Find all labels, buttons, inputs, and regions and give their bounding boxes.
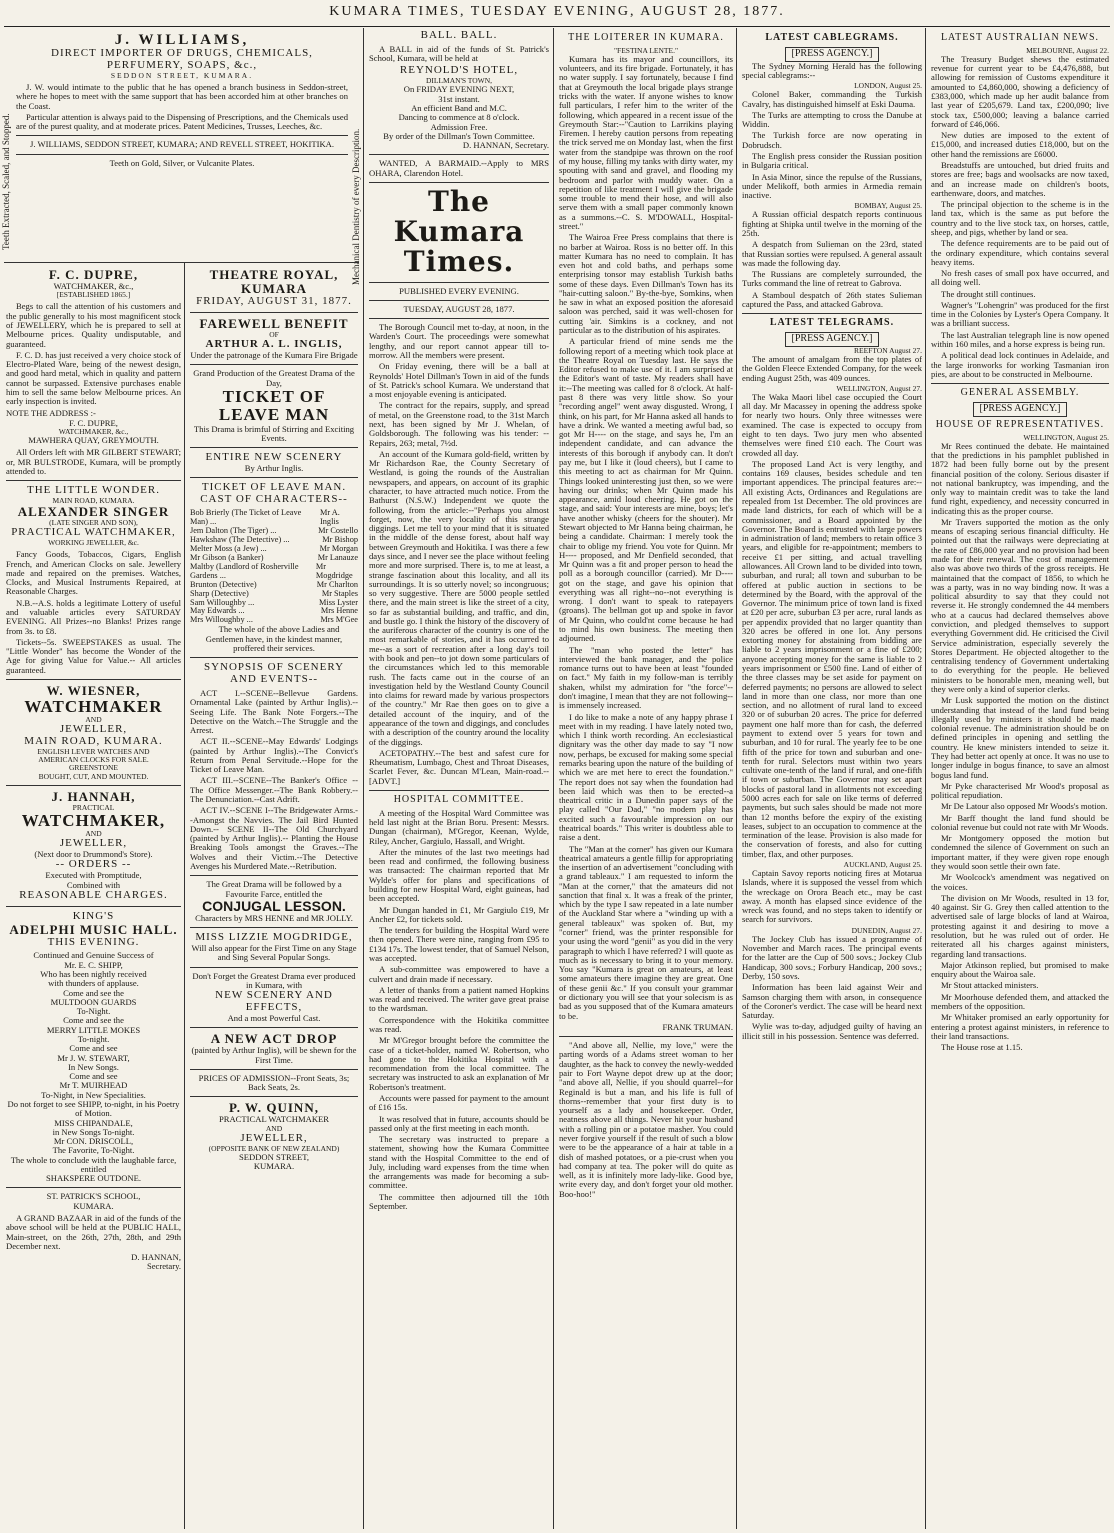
column-6 <box>931 30 1109 1527</box>
assembly-paragraph: Mr Travers supported the motion as the only means of escaping serious financial difficulty. He pointed out that the railways were depreciating at the rate of £86,000 year and no provision had been made for their renewal. The cost of management also was above two thirds of the gross receipts. He maintained that the compact of 1856, to which he was a party, was in no way binding now. It was a political absurdity to say that they could not reverse it. He strongly condemned the 44 members who at a caucus had declared themselves above conviction, and pledged themselves to support everything Government did. He criticised the Civil Service administration, especially severely the Stores Department. He objected altogether to the centralising tendency of Government undertaking to do everything for the people. He believed ministers to be honorable men, meaning well, but they were only a kind of superior clerks. <box>931 516 1109 694</box>
telegram-paragraph: Wylie was to-day, adjudged guilty of having an illicit still in his possession. Sentence was deferred. <box>742 1021 922 1041</box>
hospital-paragraph: The committee then adjourned till the 10th September. <box>369 1191 549 1212</box>
loiterer-sub: "FESTINA LENTE." <box>613 45 679 55</box>
hotel-name: REYNOLD'S HOTEL, <box>399 64 519 77</box>
aus-paragraph: The Treasury Budget shews the estimated revenue for current year to be £4,476,888, but allowing for remission of Customs expenditure it amounted to £4,860,000, showing a deficiency of £383,000, which made up her audit balance from last year of £205,679. Land tax, £200,090; live stock tax, £500,000; leaving a balance carried forward of £46,066. <box>931 53 1109 129</box>
adelphi-line: MULTDOON GUARDS <box>50 996 137 1007</box>
news-paragraph: The Borough Council met to-day, at noon, in the Warden's Court. The proceedings were somewhat lengthy, and our report cannot appear till to-morrow. All the members were present. <box>369 322 549 361</box>
press-agency: [PRESS AGENCY.] <box>785 332 880 347</box>
quinn-line: PRACTICAL WATCHMAKER <box>218 1114 330 1125</box>
cable-paragraph: The Russians are completely surrounded, the Turks command the line of retreat to Gabrova. <box>742 269 922 289</box>
quinn-line: JEWELLER, <box>240 1131 308 1144</box>
aus-paragraph: The principal objection to the scheme is in the land tax, which is the same as put before the country and to the live stock tax, on horses, cattle, sheep, and pigs, whether by land or sea. <box>931 199 1109 237</box>
wiesner-text: BOUGHT, CUT, AND MOUNTED. <box>38 771 149 781</box>
assembly-paragraph: Mr Rees continued the debate. He maintained that the predictions in his pamphlet published in 1872 had been fully borne out by the present financial position of the colony. Serious disaster if not national bankruptcy, was impending, and the only way to maintain credit was to take the land fund right, expediency, and necessity concurred in indicating this as the proper course. <box>931 440 1109 516</box>
hannah-name: J. HANNAH, <box>51 788 136 804</box>
drop-text: (painted by Arthur Inglis), will be shewn for the First Time. <box>191 1045 357 1065</box>
telegram-paragraph: The Waka Maori libel case occupied the Court all day. Mr Macassey in opening the address spoke for nearly two hours. Only three witnesses were examined. The case is expected to occupy from eight to ten days. Two jury men who absented themselves were fined £10 each. The Court was crowded all day. <box>742 391 922 458</box>
hospital-paragraph: A sub-committee was empowered to have a culvert and drain made if necessary. <box>369 964 549 984</box>
cable-heading: LATEST CABLEGRAMS. <box>765 32 899 43</box>
cast-actor: Mrs Henne <box>320 606 358 616</box>
wiesner-line: JEWELLER, <box>59 723 128 736</box>
news-paragraph: An account of the Kumara gold-field, written by Mr Richardson Rae, the County Secretary of Westland, is going the rounds of the Australian newspapers, and appears, on account of its graphic character, to have attracted much notice. From the Bathurst (N.S.W.) Independent we quote the following, from the article:--"Perhaps you almost forget, now, the very locality of this strange diggings. Let me tell to your mind that it is situated in the middle of the dense forest, about half way between Greymouth and Hokitika. I was there a few days since, and I never see the place without feeling more and more surprised. There is, to me at least, a strange fascination about this locality, and all its surroundings. It is so utterly novel; so incongruous; so very suggestive. There are 5000 people settled there, and the main street is like the street of a city, so far as substantial building, and traffic, and din, and bustle go. I think the history of the discovery of the auriferous character of the country is one of the most remarkable of stories, and it has occurred to me--as a sort of recreation after a long day's toil with book and pen--to jot down some particulars of the circumstances which led to this memorable rush. The facts came out in the course of an investigation held by the Westland County Council into claims for reward made by various prospectors of the country." Mr Rae then goes on to give a detailed account of the inquiry, and of the appearance of the town and diggings, and concludes with a description of the country around the locality of the diggings. <box>369 448 549 747</box>
hospital-paragraph: A letter of thanks from a patient named Hopkins was read and received. The writer gave great praise to the wardsman. <box>369 984 549 1014</box>
cable-paragraph: The Turkish force are now operating in Dobrudsch. <box>742 130 922 150</box>
ticket-small: TICKET OF LEAVE MAN. <box>201 481 347 494</box>
adelphi-line: Who has been nightly received <box>40 969 147 979</box>
telegram-paragraph: The proposed Land Act is very lengthy, and contains 169 clauses, besides schedule and ten important appendices. The principal features are:--All existing Acts, Ordinances and Regulations are repealed from 1st December. The old provinces are made land districts, for each of which will be a commissioner, and a Board appointed by the Governor. The Board is entrusted with large powers in administration of land; members to retain office 3 years, and eligible for re-appointment; members to receive £1 per sitting, and actual travelling allowances. All Crown land to be divided into town, suburban, and rural; all town and suburban to be offered at public auction in sections to be determined by the Board, with the approval of the Governor. The minimum price of town land is fixed at £20 per acre, suburban £3 per acre, rural lands as per appendix provided that no larger quantity than 320 acres be offered in one lot. Any persons extorting money for abstaining from bidding are liable to 2 years imprisonment or a fine of £200; anyone accepting money for the same is liable to 2 years imprisonment or £500 fine. Land of either of the three classes may be set aside for payment on deferred payments; no persons are allowed to select land in more than one class, nor more than one section, and no allotment of rural land to exceed 320 or of suburban 20 acres. The price for deferred payment one half more than for cash, the deferred payment to extend over 5 years for town and suburban, and 10 for rural. The yearly fee to be one fifth of the price for town and suburban and one-tenth for rural. Selectors must within two years cultivate one-tenth of the land if rural, and one-fifth if town or suburban. The Governor may set apart blocks of pastoral land in allotments not exceeding 5000 acres each for sale on like terms of deferred payments, but such sales should be made not more than 12 months before the expiry of the existing leases, subject to an occupation to commence at the termination of the lease. Provision is also made for the conservation of forests, and also for cutting timber, flax, and other purposes. <box>742 458 922 859</box>
assembly-paragraph: Mr De Latour also opposed Mr Woods's motion. <box>941 801 1108 812</box>
loiterer-paragraph: Kumara has its mayor and councillors, its volunteers, and its fire brigade. Fortunately, it has no water supply. I say fortunately, because I find that at Greymouth the local brigade plays strange tricks with the water. If anyone wishes to know full particulars, I refer him to the writer of the following, which appeared in a recent issue of the Greymouth Star:--"Caution to Larrikins playing Firemen. I hereby caution persons from repeating the trick served me on Monday last, when the first water from the standpipe was thrown on the roof of my house, filling my tanks with dirty water, my spouting with sand and gravel, and flooding my bedroom and parlor with muddy water. On a repetition of like treatment I will give the brigade some trouble to mend their hose, and will also serve them with a small paper commonly known as a summons.--C. S. M'DOWALL, Hospital-street." <box>559 53 733 231</box>
ball-line: D. HANNAN, Secretary. <box>462 140 549 151</box>
williams-text: J. W. would intimate to the public that he has opened a branch business in Seddon-street, where he hopes to meet with the same support that has been accorded him at other branches on the Coast. <box>16 82 348 111</box>
cast-role: Sharp (Detective) <box>190 588 249 598</box>
adelphi-line: Mr T. MUIRHEAD <box>59 1080 128 1091</box>
cast-role: May Edwards ... <box>190 606 245 616</box>
cast-role: Maltby (Landlord of Rosherville Gardens ... <box>190 561 299 580</box>
wanted-ad: WANTED, A BARMAID.--Apply to MRS OHARA, Clarendon Hotel. <box>369 158 549 178</box>
conjugal-cast: Characters by MRS HENNE and MR JOLLY. <box>195 912 353 923</box>
dateline: WELLINGTON, August 27. <box>836 383 922 393</box>
dupre-line: WATCHMAKER, &c., <box>53 281 134 292</box>
news-paragraph: On Friday evening, there will be a ball at Reynolds' Hotel Dillman's Town in aid of the funds of St. Patrick's school Kumara. We understand that a most enjoyable evening is anticipated. <box>369 361 549 400</box>
orders-line: -- ORDERS -- <box>55 858 132 871</box>
adelphi-line: Continued and Genuine Success of <box>33 950 154 961</box>
cast-actor: Mr Morgan <box>319 543 358 553</box>
drop-title: A NEW ACT DROP <box>210 1031 338 1047</box>
scenery-title: ENTIRE NEW SCENERY <box>205 451 343 464</box>
wiesner-text: ENGLISH LEVER WATCHES AND <box>37 747 150 757</box>
press-agency: [PRESS AGENCY.] <box>973 402 1068 417</box>
cable-paragraph: The English press consider the Russian position in Bulgaria critical. <box>742 150 922 171</box>
adelphi-line: MERRY LITTLE MOKES <box>46 1024 141 1035</box>
ticket-title: TICKET OF LEAVE MAN <box>218 386 330 425</box>
synopsis-act: ACT IV.--SCENE I--The Bridgewater Arms.--Amongst the Navvies. The Jail Bird Hunted Down.-- SCENE II--The Old Churchyard (painted by Arthur Inglis).-- Planting the House Breaking Tools amongst the Graves.--The Wolves and their Victim.--The Detective Avenges his Murdered Mate.--Retribution. <box>190 805 358 872</box>
cast-row <box>190 509 358 527</box>
dateline: REEFTON August 27. <box>854 345 922 355</box>
hospital-paragraph: Correspondence with the Hokitika committee was read. <box>369 1014 549 1034</box>
newspaper-title: The Kumara Times. <box>393 184 525 279</box>
cast-role: Brunton (Detective) <box>190 579 257 589</box>
ball-line: Admission Free. <box>430 121 488 132</box>
farewell-title: FAREWELL BENEFIT <box>199 315 349 331</box>
hotel-line: DILLMAN'S TOWN, <box>425 76 493 86</box>
dateline: AUCKLAND, August 25. <box>843 859 922 869</box>
loiterer-sign: FRANK TRUMAN. <box>662 1021 733 1032</box>
telegram-paragraph: Information has been laid against Weir and Samson charging them with arson, in consequence of the Coroner's verdict. The case will be heard next Saturday. <box>742 982 922 1021</box>
stpat-title: ST. PATRICK'S SCHOOL, <box>46 1191 141 1202</box>
cast-actor: Mr Lanauze <box>317 552 358 562</box>
issue-date: TUESDAY, AUGUST 28, 1877. <box>403 303 515 314</box>
synopsis-act: ACT III.--SCENE--The Banker's Office --The Office Messenger.--The Bank Robbery.--The Denunciation.--Cast Adrift. <box>190 775 358 805</box>
column-divider <box>925 28 926 1529</box>
adelphi-line: Do not forget to see SHIPP, to-night, in his Poetry of Motion. <box>7 1098 180 1119</box>
cast-role: Bob Brierly (The Ticket of Leave Man) ... <box>190 507 302 526</box>
quinn-line: KUMARA. <box>253 1161 295 1172</box>
ball-line: By order of the Dillman's Town Committee. <box>383 130 535 141</box>
synopsis-act: ACT II.--SCENE--May Edwards' Lodgings (painted by Arthur Inglis).--The Convict's Return from Penal Servitude.--Hope for the Ticket of Leave Man. <box>190 736 358 775</box>
wonder-title: THE LITTLE WONDER. <box>27 484 160 497</box>
aus-paragraph: New duties are imposed to the extent of £15,000, and increased duties £18,000, but on the other hand the remissions are £6000. <box>931 130 1109 159</box>
top-rule <box>4 26 1110 27</box>
cast-actor: Mr A. Inglis <box>320 507 340 526</box>
assembly-paragraph: Mr Stout attacked ministers. <box>941 980 1039 991</box>
singer-line: (LATE SINGER AND SON), <box>49 518 138 528</box>
column-divider <box>184 262 185 1529</box>
column-5 <box>742 30 922 1527</box>
press-agency: [PRESS AGENCY.] <box>785 47 880 62</box>
assembly-paragraph: Mr Woolcock's amendment was negatived on the voices. <box>931 872 1109 892</box>
scenery-by: By Arthur Inglis. <box>244 462 304 473</box>
dateline: LONDON, August 25. <box>854 81 922 91</box>
aus-paragraph: The defence requirements are to be paid out of the ordinary expenditure, which contains several heavy items. <box>931 238 1109 267</box>
dateline: BOMBAY, August 25. <box>854 201 922 211</box>
orders-line: Executed with Promptitude, <box>45 870 142 881</box>
dupre-addr: MAWHERA QUAY, GREYMOUTH. <box>28 435 159 446</box>
aus-paragraph: Wagner's "Lohengrin" was produced for the first time in the Colonies by Lyster's Opera Company. It was a brilliant success. <box>931 299 1109 329</box>
cable-paragraph: In Asia Minor, since the repulse of the Russians, under Melikoff, both armies in Armedia remain inactive. <box>742 171 922 201</box>
williams-line: PERFUMERY, SOAPS, &c., <box>106 59 258 72</box>
column-divider <box>363 28 364 1529</box>
grand-production: Grand Production of the Greatest Drama of the Day, <box>193 368 355 388</box>
adelphi-line: KING'S <box>72 909 115 922</box>
cast-role: Melter Moss (a Jew) ... <box>190 543 267 553</box>
orders-line: Combined with <box>66 879 121 890</box>
assembly-paragraph: Mr Montgomery opposed the motion but condemned the silence of Government on such an important matter, if they were given rope enough they would soon settle their own fate. <box>931 833 1109 872</box>
published-line: PUBLISHED EVERY EVENING. <box>399 285 519 296</box>
ball-line: Dancing to commence at 8 o'clock. <box>398 112 520 123</box>
dupre-note: NOTE THE ADDRESS :- <box>6 407 96 418</box>
side-text-right: Mechanical Dentistry of every Description. <box>351 128 361 285</box>
column-2 <box>190 268 358 1527</box>
prices: PRICES OF ADMISSION--Front Seats, 3s; Back Seats, 2s. <box>198 1072 350 1093</box>
hospital-paragraph: The tenders for building the Hospital Ward were then opened. There were nine, ranging from £95 to £134 17s. The lowest tender, that of Samuel Nelson, was accepted. <box>369 925 549 963</box>
synopsis-act: ACT I.--SCENE--Bellevue Gardens. Ornamental Lake (painted by Arthur Inglis).--Seeing Life. The Bank Note Forgers.--The Detective on the Watch.--The Struggle and the Arrest. <box>190 687 358 736</box>
singer-text: N.B.--A.S. holds a legitimate Lottery of useful and valuable articles every SATURDAY EVENING. All Prizes--no Blanks! Prizes range from 3s. to £8. <box>6 597 181 636</box>
loiterer-paragraph: "And above all, Nellie, my love," were the parting words of a Adams street woman to her daughter, as the hack to convey the newly-wedded pair to Fort Wayne depot drew up at the door; "and above all, Nellie, if you should quarrel--for Reginald is but a man, and his life is full of thorns--remember that your first duty is to yourself as a lady and housekeeper. Order, neatness above all things. Never hit your husband with a rolling pin or a potatoe masher. You could never forgive yourself if the result of such a blow were to be the appearance of a hair at table in a dish of mashed potatoes, or a pie-crust when you had company at tea. The poker will do quite as well, as it is infinitely more lady-like. Good bye, write every day, and don't forget your old mother. Boo-hoo!" <box>559 1040 733 1199</box>
cast-actor: Mr Costello <box>318 525 358 535</box>
loiterer-heading: THE LOITERER IN KUMARA. <box>568 32 724 43</box>
column-1 <box>6 268 181 1527</box>
cast-title: CAST OF CHARACTERS-- <box>200 493 348 506</box>
cast-list <box>190 509 358 625</box>
adelphi-line: THIS EVENING. <box>47 935 140 948</box>
quinn-line: AND <box>265 1123 283 1133</box>
singer-text: Tickets--5s. SWEEPSTAKES as usual. The "Little Wonder" has become the Wonder of the Age for giving Value for Value.-- All articles guaranteed. <box>6 636 181 675</box>
aus-paragraph: Breadstuffs are untouched, but dried fruits and stores are free; bags and woolsacks are now taxed, and an increase made on children's boots, earthenware, doors, and matches. <box>931 159 1109 198</box>
adelphi-line: in New Songs To-night. <box>52 1126 135 1137</box>
assembly-paragraph: The division on Mr Woods, resulted in 13 for, 40 against. Sir G. Grey then called attention to the advertised sale of large blocks of land at Wairoa, protesting against it and desiring to move a resolution, but he was ruled out of order. He reiterated all his charges against ministers, regarding land transactions. <box>931 892 1109 959</box>
dateline: WELLINGTON, August 25. <box>1023 432 1109 442</box>
hannah-line: (Next door to Drummond's Store). <box>34 849 153 860</box>
cast-actor: Mr Bishop <box>322 534 358 544</box>
farewell-line: OF <box>269 329 279 339</box>
ball-line: An efficient Band and M.C. <box>411 102 507 113</box>
loiterer-paragraph: The "Man at the corner" has given our Kumara theatrical amateurs a gentle fillip for appropriating the insertion of an advertisement "concluding with a grand tableaux." I am requested to inform the "Man at the corner," that the amateurs did not sanction that final x. It was a freak of the printer, which by the type I saw repeated in a late number of the Auckland Star where a "winding up with a general tableaux" was spoken of. But, my "corner" friend, was the printer responsible for your using the word "genii" as you did in the very paragraph to which I have referred? I will quote as much as is necessary to bring it to your memory. You say "Kumara is great on amateurs, at least some amateurs there imagine they are great. One of these genii &c." If you consult your grammar or dictionary you will see that your solecism is as bad as you supposed that of the Kumara amateurs to be. <box>559 843 733 1021</box>
column-3 <box>369 30 549 1527</box>
adelphi-line: SHAKSPERE OUTDONE. <box>45 1173 141 1184</box>
williams-ad <box>16 32 348 258</box>
adelphi-line: To-Night, in New Specialities. <box>41 1089 146 1100</box>
williams-teeth: Teeth on Gold, Silver, or Vulcanite Plates. <box>109 157 255 168</box>
aus-paragraph: A political dead lock continues in Adelaide, and the large ironworks for working Tasmanian iron pies, are about to be constructed in Melbourne. <box>931 350 1109 379</box>
dateline: MELBOURNE, August 22. <box>1026 45 1109 55</box>
adelphi-line: Mr. E. C. SHIPP, <box>64 959 123 970</box>
hospital-paragraph: Mr M'Gregor brought before the committee the case of a ticket-holder, named W. Robertson, who had gone to the Hokitika Hospital with a recommendation from the local committee. The secretary was instructed to ask an explanation of Mr Robertson's treatment. <box>369 1035 549 1092</box>
assembly-paragraph: Mr Moorhouse defended them, and attacked the members of the opposition. <box>931 991 1109 1011</box>
quinn-line: (OPPOSITE BANK OF NEW ZEALAND) <box>208 1143 340 1153</box>
singer-text: Fancy Goods, Tobaccos, Cigars, English French, and American Clocks on sale. Jewellery made and repaired on the premises. Watches, Clocks, and Musical Instruments Repaired, at Reasonable Charges. <box>6 549 181 597</box>
cast-actor: Mr Charlton <box>316 579 358 589</box>
wiesner-line: WATCHMAKER <box>24 697 163 717</box>
aus-paragraph: No fresh cases of small pox have occurred, and all doing well. <box>931 268 1109 288</box>
dupre-text: F. C. D. has just received a very choice stock of Electro-Plated Ware, being of the newest design, and good hard metal, which in quality and pattern cannot be surpassed. Extensive purchases enable him to sell the same below Melbourne prices. An early inspection is invited. <box>6 349 181 407</box>
dupre-line: [ESTABLISHED 1865.] <box>56 290 131 300</box>
williams-line: SEDDON STREET, KUMARA. <box>110 70 254 80</box>
adelphi-line: MISS CHIPANDALE, <box>54 1117 133 1128</box>
news-paragraph: The contract for the repairs, supply, and spread of metal, on the Greenstone road, to the 31st March next, has been signed by Mr J. Whelan, of Goldsborough. The following was his tender: --Repairs, 263; metal, 7½d. <box>369 400 549 448</box>
cast-row <box>190 563 358 581</box>
stpat-text: A GRAND BAZAAR in aid of the funds of the above school will be held at the PUBLIC HALL, Main-street, on the 26th, 27th, 28th, and 29th December next. <box>6 1213 181 1251</box>
dupre-addr: WATCHMAKER, &c., <box>58 427 129 437</box>
assembly-paragraph: Mr Lusk supported the motion on the distinct understanding that instead of the land fund being illegally used by ministers it should be made colonial revenue. The administration should be on defined principles in opening and settling the country. He knew ministers intended to seize it. They had better act openly at once. It was no use to longer indulge in bogus finance, to save an almost bogus land fund. <box>931 695 1109 780</box>
ball-title: BALL. BALL. <box>420 30 498 41</box>
telegram-heading: LATEST TELEGRAMS. <box>769 317 895 329</box>
wonder-sub: MAIN ROAD, KUMARA. <box>52 496 135 506</box>
side-text-left: Teeth Extracted, Scaled, and Stopped. <box>1 113 11 250</box>
adelphi-line: To-night. <box>77 1033 110 1044</box>
column-4 <box>559 30 733 1527</box>
adelphi-line: The whole to conclude with the laughable farce, entitled <box>10 1154 177 1174</box>
hospital-paragraph: It was resolved that in future, accounts should be passed only at the first meeting in each month. <box>369 1113 549 1133</box>
cable-paragraph: The Turks are attempting to cross the Danube at Widdin. <box>742 109 922 130</box>
conjugal-title: CONJUGAL LESSON. <box>202 897 346 914</box>
wiesner-name: W. WIESNER, <box>46 683 141 698</box>
cast-role: Jem Dalton (The Tiger) ... <box>190 525 277 535</box>
dateline: DUNEDIN, August 27. <box>851 925 922 935</box>
williams-line: DIRECT IMPORTER OF DRUGS, CHEMICALS, <box>51 47 313 60</box>
wiesner-text: AMERICAN CLOCKS FOR SALE. <box>38 755 149 765</box>
column-divider <box>736 28 737 1529</box>
cable-paragraph: Colonel Baker, commanding the Turkish Cavalry, has distinguished himself at Eski Dauma. <box>742 89 922 109</box>
hospital-paragraph: A meeting of the Hospital Ward Committee was held last night at the Brian Boru. Present: Messrs. Dungan (chairman), M'Gregor, Keenan, Wylde, Riley, Ancher, Gargiulo, Hassall, and Wright. <box>369 807 549 846</box>
adelphi-line: Mr J. W. STEWART, <box>57 1052 130 1063</box>
theatre-date: FRIDAY, AUGUST 31, 1877. <box>196 295 352 308</box>
cast-role: Mr Gibson (a Banker) <box>190 552 264 562</box>
hannah-line: PRACTICAL <box>72 802 115 812</box>
telegram-paragraph: The Jockey Club has issued a programme of November and March races. The principal events for the latter are the Cup of 500 sovs.; Jockey Club Handicap, 300 sovs.; Forbury Handicap, 200 sovs.; Derby, 150 sovs. <box>742 933 922 981</box>
cast-role: Mrs Willoughby ... <box>190 615 253 625</box>
assembly-paragraph: Mr Barff thought the land fund should be colonial revenue but could not rate with Mr Woods. <box>931 812 1109 832</box>
farce-text: The Great Drama will be followed by a Favourite Farce, entitled the <box>206 879 342 899</box>
adelphi-line: Come and see <box>69 1071 118 1082</box>
cable-paragraph: A Russian official despatch reports continuous fighting at Shipka until twelve in the morning of the 25th. <box>742 209 922 238</box>
theatre-title: THEATRE ROYAL, KUMARA <box>209 268 339 297</box>
cast-actor: Miss Lyster <box>319 597 358 607</box>
williams-text: Particular attention is always paid to the Dispensing of Prescriptions, and the Chemicals used are of the purest quality, and at moderate prices. Patent Medicines, Trusses, Leeches, &c. <box>16 111 348 132</box>
adelphi-program <box>6 951 181 1183</box>
farewell-name: ARTHUR A. L. INGLIS, <box>205 338 343 351</box>
wiesner-line: AND <box>85 715 102 725</box>
assembly-paragraph: Mr Pyke characterised Mr Wood's proposal as political repudiation. <box>931 780 1109 801</box>
dupre-name: F. C. DUPRE, <box>48 268 139 282</box>
cable-paragraph: A Stamboul despatch of 26th states Sulieman captured the Pass, and attacked Gabrova. <box>742 289 922 309</box>
ball-text: A BALL in aid of the funds of St. Patrick's School, Kumara, will be held at <box>369 43 549 64</box>
hospital-paragraph: The secretary was instructed to prepare a statement, showing how the Kumara Committee stand with the Hospital Committee to the end of July, including ward expenses from the time when the arrangements was made for becoming a sub-committee. <box>369 1134 549 1191</box>
hotel-line: 31st instant. <box>438 93 480 104</box>
hospital-paragraph: Mr Dungan handed in £1, Mr Gargiulo £19, Mr Ancher £2, for tickets sold. <box>369 904 549 924</box>
synopsis-title: SYNOPSIS OF SCENERY AND EVENTS-- <box>203 661 345 686</box>
miss-title: MISS LIZZIE MOGDRIDGE, <box>195 931 353 944</box>
column-divider <box>553 28 554 1529</box>
hannah-line: JEWELLER, <box>59 837 128 850</box>
singer-line: WORKING JEWELLER, &c. <box>48 538 139 548</box>
aus-paragraph: The drought still continues. <box>941 288 1036 299</box>
williams-address: J. WILLIAMS, SEDDON STREET, KUMARA; AND REVELL STREET, HOKITIKA. <box>29 139 335 150</box>
loiterer-paragraph: The "man who posted the letter" has interviewed the bank manager, and the police romance turns out to have been at least "founded on fact." My faith in my follow-man is terribly shaken, whilst my admiration for "the force"--don't imagine, I mean that they are not following--is immensely increased. <box>559 644 733 711</box>
stpat-sign: Secretary. <box>146 1261 181 1272</box>
adelphi-line: with thunders of applause. <box>48 978 139 989</box>
house-heading: HOUSE OF REPRESENTATIVES. <box>935 418 1105 430</box>
adelphi-line: Come and see <box>69 1043 118 1054</box>
cast-actor: Mrs M'Gee <box>320 615 358 625</box>
loiterer-paragraph: I do like to make a note of any happy phrase I meet with in my reading. I have lately noted two, which I think worth recording. An ecclesiastical dignitary was the other day made to say "I now now, perhaps, be excused for making some special remarks bearing upon the nature of the building of which we are met here to erect the foundation." The report does not say when the foundation had been laid which was then to be erected--a theatrical critic in a Dunedin paper says of the play called "Our Dad," "no modern play has excited such a favourable impression on our theatrical boards." This writer is doubtless able to raise a dent. <box>559 711 733 843</box>
quinn-line: SEDDON STREET, <box>238 1151 310 1162</box>
adelphi-line: Mr CON. DRISCOLL, <box>53 1136 134 1147</box>
cast-actor: Mr Staples <box>321 588 358 598</box>
adelphi-line: The Favorite, To-Night. <box>52 1145 135 1156</box>
dupre-text: Begs to call the attention of his customers and the public generally to his most magnificent stock of JEWELLERY, which he is prepared to sell at Melbourne prices. Quality undisputable, and guaranteed. <box>6 301 181 349</box>
assembly-paragraph: Mr Whitaker promised an early opportunity for entering a protest against ministers, in reference to their land transactions. <box>931 1012 1109 1041</box>
cast-actor: Mr Mogdridge <box>315 561 353 580</box>
orders-line: REASONABLE CHARGES. <box>19 888 168 901</box>
adelphi-line: Come and see the <box>63 1015 124 1026</box>
cable-paragraph: The Sydney Morning Herald has the following special cablegrams:-- <box>742 60 922 80</box>
adelphi-line: Come and see the <box>63 987 124 998</box>
assembly-paragraph: Major Atkinson replied, but promised to make enquiry about the Wairoa sale. <box>931 959 1109 980</box>
cast-role: Sam Willoughby ... <box>190 597 255 607</box>
adelphi-line: To-Night. <box>76 1006 111 1017</box>
hotel-line: On FRIDAY EVENING NEXT, <box>403 84 515 95</box>
cast2: And a most Powerful Cast. <box>227 1013 321 1023</box>
patronage: Under the patronage of the Kumara Fire Brigade <box>190 349 358 360</box>
telegram-paragraph: Captain Savoy reports noticing fires at Motarua Islands, where it is supposed the vessel from which the wreckage on Orora Beach etc., may be cast away. A month has elapsed since evidence of the wreck was found, and no steps taken to identify or search for survivors. <box>742 868 922 925</box>
dupre-addr: F. C. DUPRE, <box>69 417 118 428</box>
hospital-paragraph: After the minutes of the last two meetings had been read and confirmed, the following business was transacted: The chairman reported that Mr Wylde's offer for plans and specifications of building for new Hospital Ward, eight guineas, had been accepted. <box>369 846 549 904</box>
new-scenery: NEW SCENERY AND EFFECTS, <box>215 989 333 1014</box>
loiterer-paragraph: A particular friend of mine sends me the following report of a meeting which took place at the Theatre Royal on Tuesday last. He says the Editor refused to make use of it. I am surprised at the Editor's want of taste. My readers shall have it:--The meeting was called for 8 o'clock. At half-past 8 there was very little show. So your "recording angel" went away disgusted. Wrong, I think, on his part, for Mr Hanna asked all hands to have a drink. We wanted a meeting awful bad, so got Mr H---- on the stage, and says he, I'm an independent candidate, and can advance the interests of this borough if anybody can. It don't pay me, but I like it (loud cheers), but I came to this meeting to act as chairman for Mr Quinn. Things looked uninteresting just then, so we were having our drinks; when Mr Quinn made his appearance, amid loud cheering. He got on the stage, and said: Your interests are mine, boys; let's have another whisky (cheers for the shouter). Mr Stewart objected to Mr Hanna being chairman, he being a candidate. Chairman: I merely took the chair to oblige my friend. You vote for Quinn. Mr H---- proposed, and Mr Denfield seconded, that Mr Quinn was a fit and proper person to head the poll as a borough councillor (carried). Mr D---- got on the stage, and gave his opinion that everything was all right--no--not everything is wrong. I don't want to speak to ratepayers (groans). The bellman got up and spoke in favor of Mr Quinn, who could'nt come because he had to mind his own business. The meeting then adjourned. <box>559 336 733 644</box>
stpat-title: KUMARA. <box>73 1200 114 1211</box>
hannah-line: WATCHMAKER, <box>21 810 166 830</box>
adelphi-line: In New Songs. <box>68 1061 119 1072</box>
dupre-orders: All Orders left with MR GILBERT STEWART; or, MR BULSTRODE, Kumara, will be promptly attended to. <box>6 447 181 476</box>
singer-line: PRACTICAL WATCHMAKER, <box>11 526 176 539</box>
adelphi-title: ADELPHI MUSIC HALL. <box>9 921 178 937</box>
quinn-name: P. W. QUINN, <box>229 1100 319 1116</box>
assembly-heading: GENERAL ASSEMBLY. <box>960 387 1080 399</box>
hospital-paragraph: Accounts were passed for payment to the amount of £16 15s. <box>369 1092 549 1113</box>
australian-heading: LATEST AUSTRALIAN NEWS. <box>940 32 1100 43</box>
cable-paragraph: A despatch from Sulieman on the 23rd, stated that Russian sorties were repulsed. A general assault was made the following day. <box>742 239 922 268</box>
wiesner-line: MAIN ROAD, KUMARA. <box>24 735 163 748</box>
masthead: KUMARA TIMES, TUESDAY EVENING, AUGUST 28, 1877. <box>329 4 785 19</box>
loiterer-paragraph: The Wairoa Free Press complains that there is no barber at Wairoa. Ross is no better off. In this matter Kumara has no need to complain. It has even hot and cold baths, and perhaps some enterprising tonsor may establish Turkish baths some of these days. Even Dillman's Town has its "hair-cutting saloon." By-the-bye, Somkins, when he saw in what an exposed position the aforesaid saloon was perched, said it was well-chosen for cutting 'air. Simkins is a cockney, and not particular as to the distribution of his aspirates. <box>559 232 733 336</box>
williams-name: J. WILLIAMS, <box>114 32 250 48</box>
assembly-paragraph: The House rose at 1.15. <box>941 1042 1023 1053</box>
stpat-sign: D. HANNAN, <box>131 1252 181 1263</box>
hannah-line: AND <box>85 829 102 839</box>
miss-text: Will also appear for the First Time on any Stage and Sing Several Popular Songs. <box>191 943 357 963</box>
forget-text: Don't Forget the Greatest Drama ever produced in Kumara, with <box>192 970 356 990</box>
singer-name: ALEXANDER SINGER <box>17 504 170 520</box>
wiesner-text: GREENSTONE <box>68 763 119 773</box>
news-paragraph: ACETOPATHY.--The best and safest cure for Rheumatism, Lumbago, Chest and Throat Diseases, Scarlet Fever, &c. Duncan M'Lean, Main-road.--[ADVT.] <box>369 747 549 786</box>
hospital-heading: HOSPITAL COMMITTEE. <box>393 793 525 805</box>
cast-note: The whole of the above Ladies and Gentlemen have, in the kindest manner, proffered their services. <box>205 624 343 653</box>
drama-text: This Drama is brimful of Stirring and Exciting Events. <box>193 423 355 443</box>
aus-paragraph: The last Australian telegraph line is now opened within 160 miles, and a horse express is being run. <box>931 329 1109 350</box>
cast-role: Hawkshaw (The Detective) ... <box>190 534 290 544</box>
telegram-paragraph: The amount of amalgam from the top plates of the Golden Fleece Extended Company, for the week ending August 25th, was 409 ounces. <box>742 353 922 383</box>
